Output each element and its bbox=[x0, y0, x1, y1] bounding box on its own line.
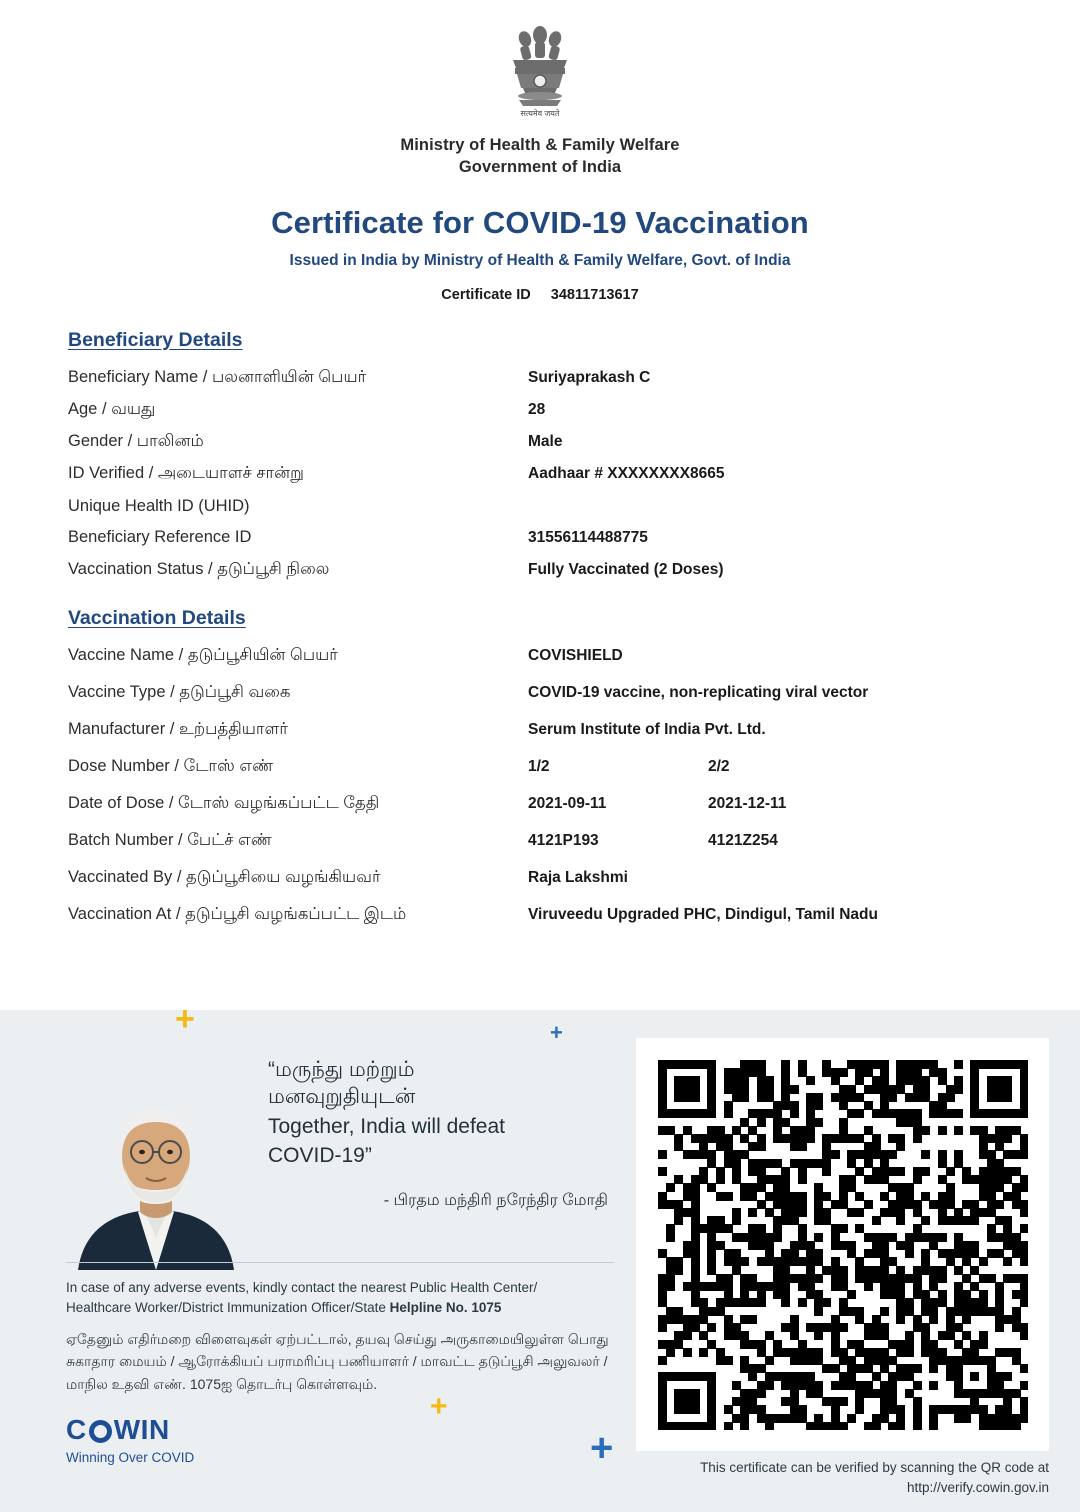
detail-row bbox=[68, 644, 1012, 668]
detail-row bbox=[68, 495, 1012, 517]
helpline-number: Helpline No. 1075 bbox=[389, 1299, 502, 1315]
verify-line-2: http://verify.cowin.gov.in bbox=[906, 1479, 1049, 1495]
detail-row bbox=[68, 462, 1012, 485]
vaccination-section-title: Vaccination Details bbox=[68, 607, 246, 630]
detail-row bbox=[68, 526, 1012, 549]
beneficiary-details-section bbox=[0, 329, 1080, 582]
field-value bbox=[528, 792, 1012, 816]
field-label: ID Verified / அடையாளச் சான்று bbox=[68, 464, 304, 483]
quote-english-line-2: COVID-19” bbox=[268, 1143, 372, 1167]
field-value: Suriyaprakash C bbox=[528, 368, 651, 386]
field-value: COVISHIELD bbox=[528, 647, 623, 665]
ministry-line-1: Ministry of Health & Family Welfare bbox=[400, 136, 680, 154]
field-label: Vaccinated By / தடுப்பூசியை வழங்கியவர் bbox=[68, 868, 381, 887]
qr-code[interactable] bbox=[658, 1060, 1028, 1430]
helpline-tamil-line-1: ஏதேனும் எதிர்மறை விளைவுகள் ஏற்பட்டால், தயவு செய்து அருகாமையிலுள்ள பொது bbox=[66, 1331, 609, 1347]
verify-instructions bbox=[636, 1458, 1049, 1497]
verify-line-1: This certificate can be verified by scanning the QR code at bbox=[700, 1460, 1049, 1475]
beneficiary-section-title: Beneficiary Details bbox=[68, 328, 243, 351]
field-label: Batch Number / பேட்ச் எண் bbox=[68, 831, 272, 850]
cowin-tagline: Winning Over COVID bbox=[66, 1450, 195, 1465]
field-label: Vaccination Status / தடுப்பூசி நிலை bbox=[68, 560, 330, 579]
detail-row bbox=[68, 681, 1012, 705]
quote-tamil-line-2: மனவுறுதியுடன் bbox=[268, 1085, 416, 1109]
cowin-o-ring-icon bbox=[89, 1420, 112, 1443]
svg-text:सत्यमेव जयते: सत्यमेव जयते bbox=[520, 109, 560, 118]
dose-1-value: 2021-09-11 bbox=[528, 795, 607, 813]
detail-row bbox=[68, 755, 1012, 779]
cowin-wordmark bbox=[66, 1414, 194, 1446]
field-value: Male bbox=[528, 433, 563, 451]
helpline-tamil bbox=[66, 1328, 618, 1395]
field-value: 28 bbox=[528, 400, 546, 418]
field-label: Age / வயது bbox=[68, 399, 156, 418]
qr-code-panel bbox=[636, 1038, 1049, 1451]
cowin-letters-win: WIN bbox=[113, 1414, 170, 1445]
dose-2-value: 2021-12-11 bbox=[708, 795, 787, 813]
certificate-id-label: Certificate ID bbox=[441, 286, 531, 303]
dose-1-value: 1/2 bbox=[528, 758, 550, 776]
page-title: Certificate for COVID-19 Vaccination bbox=[271, 204, 809, 240]
field-label: Vaccination At / தடுப்பூசி வழங்கப்பட்ட இடம் bbox=[68, 905, 407, 924]
detail-row bbox=[68, 792, 1012, 816]
field-label: Manufacturer / உற்பத்தியாளர் bbox=[68, 720, 288, 739]
detail-row bbox=[68, 718, 1012, 742]
quote-english-line-1: Together, India will defeat bbox=[268, 1114, 505, 1138]
helpline-line-1: In case of any adverse events, kindly contact the nearest Public Health Center/ bbox=[66, 1280, 538, 1295]
field-value: Aadhaar # XXXXXXXX8665 bbox=[528, 465, 725, 483]
cowin-letter-c: C bbox=[66, 1414, 87, 1445]
helpline-tamil-line-3: மாநில உதவி எண். 1075ஐ தொடர்பு கொள்ளவும். bbox=[66, 1375, 378, 1392]
helpline-english bbox=[66, 1278, 618, 1317]
dose-2-value: 2/2 bbox=[708, 758, 730, 776]
field-label: Date of Dose / டோஸ் வழங்கப்பட்ட தேதி bbox=[68, 794, 380, 813]
dose-2-value: 4121Z254 bbox=[708, 832, 778, 850]
dose-1-value: 4121P193 bbox=[528, 832, 599, 850]
field-value: Viruveedu Upgraded PHC, Dindigul, Tamil Nadu bbox=[528, 906, 878, 924]
field-value: 31556114488775 bbox=[528, 528, 648, 546]
ministry-line-2: Government of India bbox=[458, 158, 622, 177]
field-label: Vaccine Name / தடுப்பூசியின் பெயர் bbox=[68, 646, 338, 665]
detail-row bbox=[68, 398, 1012, 421]
quote-tamil-line-1: “மருந்து மற்றும் bbox=[268, 1058, 415, 1081]
field-label: Beneficiary Name / பலனாளியின் பெயர் bbox=[68, 367, 367, 386]
field-label: Gender / பாலினம் bbox=[68, 432, 204, 451]
helpline-line-2: Healthcare Worker/District Immunization Officer/State bbox=[66, 1299, 390, 1315]
field-value: COVID-19 vaccine, non-replicating viral vector bbox=[528, 684, 869, 702]
field-label: Unique Health ID (UHID) bbox=[68, 496, 250, 515]
plus-decoration-icon: + bbox=[430, 1390, 448, 1423]
field-value: Raja Lakshmi bbox=[528, 869, 628, 887]
certificate-header bbox=[0, 0, 1080, 303]
helpline-tamil-line-2: சுகாதார மையம் / ஆரோக்கியப் பராமரிப்பு பணியாளர் / மாவட்ட தடுப்பூசி அலுவலர் / bbox=[66, 1353, 608, 1370]
certificate-id bbox=[0, 287, 1080, 303]
detail-row bbox=[68, 866, 1012, 890]
footer-divider bbox=[66, 1262, 614, 1263]
prime-minister-portrait bbox=[66, 1078, 246, 1270]
detail-row bbox=[68, 558, 1012, 581]
page-subtitle: Issued in India by Ministry of Health & Family Welfare, Govt. of India bbox=[289, 251, 791, 269]
field-label: Vaccine Type / தடுப்பூசி வகை bbox=[68, 683, 291, 702]
plus-decoration-icon: + bbox=[550, 1020, 563, 1045]
vaccination-details-section bbox=[0, 607, 1080, 927]
detail-row bbox=[68, 903, 1012, 927]
ministry-name bbox=[0, 134, 1080, 179]
pm-quote bbox=[268, 1056, 608, 1211]
plus-decoration-icon: + bbox=[590, 1426, 614, 1470]
detail-row bbox=[68, 829, 1012, 853]
certificate-id-value: 34811713617 bbox=[550, 286, 639, 303]
field-value bbox=[528, 755, 1012, 779]
cowin-logo bbox=[66, 1414, 194, 1465]
plus-decoration-icon: + bbox=[175, 1010, 195, 1038]
national-emblem-icon bbox=[495, 22, 585, 130]
detail-row bbox=[68, 430, 1012, 453]
field-value: Fully Vaccinated (2 Doses) bbox=[528, 561, 724, 579]
field-label: Dose Number / டோஸ் எண் bbox=[68, 757, 274, 776]
quote-attribution: - பிரதம மந்திரி நரேந்திர மோதி bbox=[383, 1192, 608, 1210]
field-value bbox=[528, 829, 1012, 853]
field-label: Beneficiary Reference ID bbox=[68, 527, 252, 546]
certificate-footer bbox=[0, 1010, 1080, 1512]
detail-row bbox=[68, 366, 1012, 389]
field-value: Serum Institute of India Pvt. Ltd. bbox=[528, 721, 766, 739]
